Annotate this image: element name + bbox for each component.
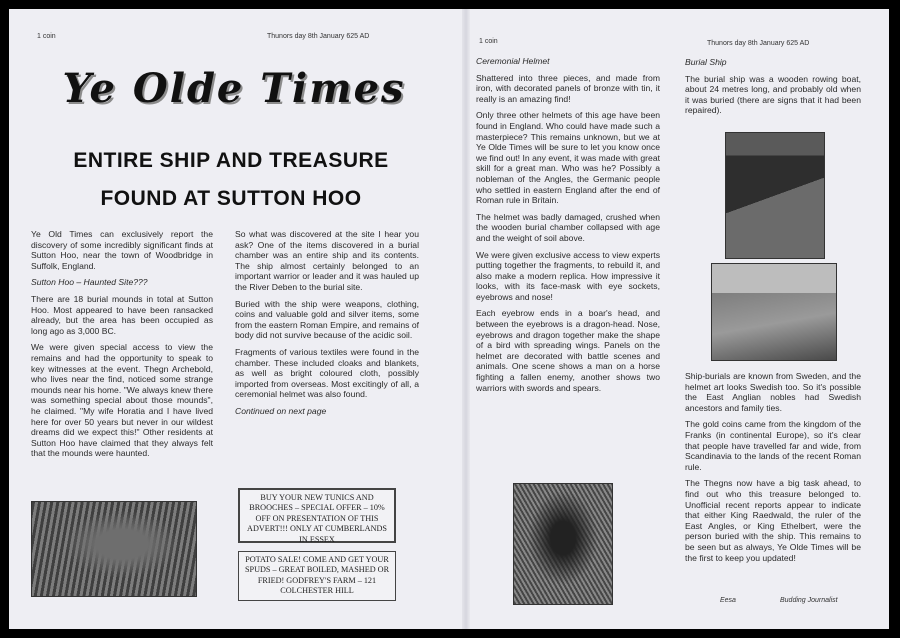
article-column-2: [235, 229, 419, 423]
paragraph-replica: We were given exclusive access to view experts putting together the fragments, to rebuild it, and also make a modern replica. How impressive it looks, with its face-mask with eye sockets, eyebrows and nose!: [476, 249, 660, 302]
subheading-haunted: Sutton Hoo – Haunted Site???: [31, 277, 148, 288]
ship-trench-photo: [711, 263, 837, 361]
helmet-photo: [513, 483, 613, 605]
page-fold: [462, 9, 470, 629]
paragraph-eyebrows: Each eyebrow ends in a boar's head, and between the eyebrows is a dragon-head. Nose, eyebrows and dragon together make the shape of a bird with spreading wings. Panels on the helmet are decorated with battle scenes and animals. One scene shows a man on a horse fighting a fallen enemy, another shows two warriors with swords and spears.: [476, 308, 660, 393]
article-column-3: [476, 56, 660, 399]
paragraph-shattered: Shattered into three pieces, and made from iron, with decorated panels of bronze with tin, it really is an amazing find!: [476, 72, 660, 104]
date-label-right: Thunors day 8th January 625 AD: [707, 40, 810, 47]
subheading-helmet: Ceremonial Helmet: [476, 56, 550, 66]
date-label-left: Thunors day 8th January 625 AD: [267, 33, 370, 40]
newspaper-sheet: [9, 9, 889, 629]
paragraph-burial-mounds: There are 18 burial mounds in total at Sutton Hoo. Most appeared to have been ransacked already, but the area has been occupied as long ago as 3,000 BC.: [31, 293, 213, 336]
byline-title: Budding Journalist: [780, 597, 838, 604]
continued-note: Continued on next page: [235, 405, 327, 416]
article-column-1: [31, 229, 213, 465]
paragraph-sweden: Ship-burials are known from Sweden, and the helmet art looks Swedish too. So it's possible the East Anglian nobles had Swedish ancestors and family ties.: [685, 371, 861, 413]
aerial-site-photo: [31, 501, 197, 597]
paragraph-other-helmets: Only three other helmets of this age have been found in England. Who could have made such a masterpiece? This remains unknown, but we at Ye Olde Times will be sure to let you know once we find out! In any event, it was made with great skill for a great man. Who was he? Possibly a nobleman of the Angles, the Germanic people who settled in eastern England after the end of Roman rule in Britain.: [476, 110, 660, 206]
article-column-4-bottom: [685, 371, 861, 569]
paragraph-gold-coins: The gold coins came from the kingdom of the Franks (in continental Europe), so it's clear that people have travelled far and wide, from Scandinavia to the lands of the recent Roman rule.: [685, 419, 861, 472]
paragraph-rowing-boat: The burial ship was a wooden rowing boat, about 24 metres long, and probably old when it was buried (there are signs that it had been repaired).: [685, 73, 861, 116]
masthead-title: Ye Olde Times: [62, 65, 406, 112]
ship-excavation-photo: [725, 132, 825, 259]
paragraph-discovery: So what was discovered at the site I hear you ask? One of the items discovered in a burial chamber was an entire ship and its contents. The ship almost certainly belonged to an important warrior or leader and it was hauled up the River Deben to the burial site.: [235, 229, 419, 292]
byline-name: Eesa: [720, 597, 736, 604]
advert-tunics: BUY YOUR NEW TUNICS AND BROOCHES – SPECIAL OFFER – 10% OFF ON PRESENTATION OF THIS ADVERT!!! ONLY AT CUMBERLANDS IN ESSEX: [238, 488, 396, 543]
paragraph-witnesses: We were given special access to view the remains and had the opportunity to speak to key witnesses at the event. Thegn Archebold, who lives near the find, noticed some strange mounds near his home. "We always knew there was something special about those mounds", he claimed. "My wife Horatia and I have lived here for over 50 years but never in our wildest dreams did we expect this!" Other residents at Sutton Hoo have claimed that they always felt that the mounds were haunted.: [31, 342, 213, 459]
article-column-4-top: [685, 57, 861, 122]
headline-line-1: ENTIRE SHIP AND TREASURE: [73, 149, 389, 172]
paragraph-thegns: The Thegns now have a big task ahead, to find out who this treasure belonged to. Unofficial recent reports appear to indicate that either King Raedwald, the ruler of the East Angles, or King Ethelbert, were the person buried with the ship. This remains to be seen but as always, Ye Olde Times will be the first to keep you updated!: [685, 478, 861, 563]
paragraph-damaged: The helmet was badly damaged, crushed when the wooden burial chamber collapsed with age and the weight of soil above.: [476, 211, 660, 243]
price-label-right: 1 coin: [479, 38, 498, 45]
paragraph-textiles: Fragments of various textiles were found in the chamber. These included cloaks and blankets, as well as bright coloured cloth, possibly imported from overseas. Most excitingly of all, a ceremonial helmet was also found.: [235, 346, 419, 400]
headline-line-2: FOUND AT SUTTON HOO: [100, 187, 362, 210]
subheading-burial-ship: Burial Ship: [685, 57, 727, 67]
paragraph-buried-items: Buried with the ship were weapons, clothing, coins and valuable gold and silver items, some from the eastern Roman Empire, and remains of body did not survive because of the acidic soil.: [235, 298, 419, 341]
price-label-left: 1 coin: [37, 33, 56, 40]
intro-paragraph: Ye Old Times can exclusively report the discovery of some incredibly significant finds at Sutton Hoo, near the town of Woodbridge in Suffolk, England.: [31, 229, 213, 271]
advert-potatoes: POTATO SALE! COME AND GET YOUR SPUDS – GREAT BOILED, MASHED OR FRIED! GODFREY'S FARM – 121 COLCHESTER HILL: [238, 551, 396, 601]
